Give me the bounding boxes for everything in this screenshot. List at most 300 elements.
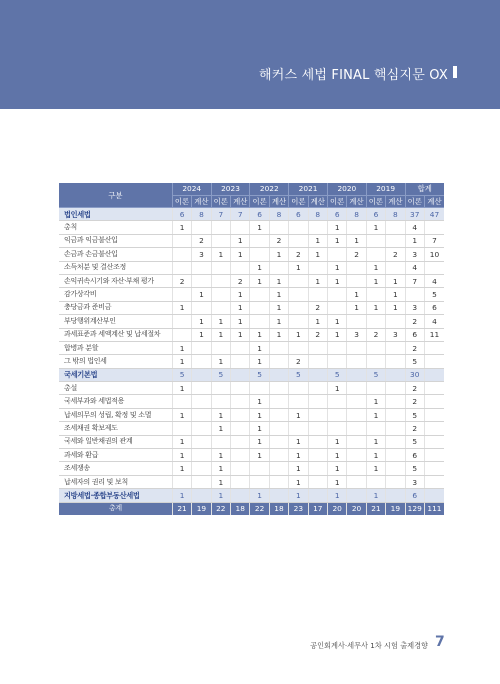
cell-value (347, 261, 366, 274)
cell-value (250, 475, 269, 488)
cell-value: 1 (211, 328, 230, 341)
cell-value: 3 (192, 248, 211, 261)
cell-value (192, 382, 211, 395)
header-year: 2020 (327, 183, 366, 195)
cell-value (211, 301, 230, 314)
table-row (59, 288, 444, 301)
header-year: 2024 (172, 183, 211, 195)
cell-value (172, 234, 191, 247)
cell-value: 1 (172, 355, 191, 368)
cell-value: 20 (347, 502, 366, 515)
cell-value (347, 449, 366, 462)
header-theory: 이론 (250, 195, 269, 208)
cell-value: 1 (366, 462, 385, 475)
cell-value (424, 341, 444, 354)
table-row (59, 382, 444, 395)
header-year: 2021 (289, 183, 328, 195)
cell-value (269, 408, 288, 421)
cell-value: 1 (172, 408, 191, 421)
cell-value: 1 (269, 301, 288, 314)
table-row (59, 221, 444, 234)
cell-value (250, 248, 269, 261)
cell-value (211, 221, 230, 234)
cell-value: 1 (250, 274, 269, 287)
cell-value: 1 (172, 221, 191, 234)
cell-value: 4 (405, 221, 424, 234)
cell-value: 2 (366, 328, 385, 341)
cell-value (308, 408, 327, 421)
cell-value: 1 (211, 489, 230, 502)
cell-value (192, 422, 211, 435)
cell-value (386, 382, 405, 395)
cell-value (192, 449, 211, 462)
cell-value (231, 489, 250, 502)
cell-value (231, 449, 250, 462)
cell-value (386, 315, 405, 328)
cell-value (308, 395, 327, 408)
table-body (59, 208, 444, 515)
table-row (59, 274, 444, 287)
cell-value: 1 (250, 395, 269, 408)
cell-value (211, 288, 230, 301)
cell-value (327, 301, 346, 314)
row-label: 조세채권 확보제도 (59, 422, 172, 435)
cell-value (347, 489, 366, 502)
cell-value (386, 261, 405, 274)
header-theory: 이론 (172, 195, 191, 208)
cell-value (366, 288, 385, 301)
cell-value: 1 (231, 248, 250, 261)
cell-value: 1 (308, 234, 327, 247)
cell-value: 7 (211, 208, 230, 221)
section-row (59, 208, 444, 221)
table-row (59, 355, 444, 368)
cell-value: 1 (327, 475, 346, 488)
cell-value: 1 (211, 315, 230, 328)
header-theory: 이론 (327, 195, 346, 208)
cell-value (386, 462, 405, 475)
table-row (59, 475, 444, 488)
cell-value: 2 (308, 301, 327, 314)
cell-value: 1 (327, 435, 346, 448)
cell-value: 1 (231, 234, 250, 247)
cell-value: 1 (172, 301, 191, 314)
row-label: 납세자의 권리 및 보칙 (59, 475, 172, 488)
cell-value (269, 355, 288, 368)
cell-value (250, 288, 269, 301)
header-calculation: 계산 (308, 195, 327, 208)
cell-value: 5 (405, 355, 424, 368)
cell-value: 1 (366, 408, 385, 421)
cell-value (308, 489, 327, 502)
cell-value (289, 382, 308, 395)
cell-value (231, 435, 250, 448)
cell-value: 1 (347, 288, 366, 301)
cell-value: 8 (308, 208, 327, 221)
cell-value (172, 248, 191, 261)
cell-value: 1 (250, 449, 269, 462)
cell-value (192, 368, 211, 381)
cell-value (192, 274, 211, 287)
cell-value (405, 288, 424, 301)
cell-value (308, 221, 327, 234)
cell-value (327, 355, 346, 368)
cell-value: 7 (405, 274, 424, 287)
cell-value: 1 (172, 435, 191, 448)
cell-value: 5 (289, 368, 308, 381)
cell-value: 5 (405, 462, 424, 475)
cell-value (327, 288, 346, 301)
cell-value: 1 (250, 489, 269, 502)
row-label: 국세와 일반채권의 관계 (59, 435, 172, 448)
header-calculation: 계산 (386, 195, 405, 208)
cell-value (386, 422, 405, 435)
cell-value: 22 (250, 502, 269, 515)
cell-value: 2 (308, 328, 327, 341)
cell-value: 1 (386, 288, 405, 301)
cell-value (366, 341, 385, 354)
table-row (59, 435, 444, 448)
cell-value: 1 (172, 489, 191, 502)
cell-value: 1 (231, 301, 250, 314)
row-label: 익금과 익금불산입 (59, 234, 172, 247)
cell-value (386, 489, 405, 502)
cell-value: 6 (250, 208, 269, 221)
cell-value: 1 (347, 301, 366, 314)
cell-value (211, 234, 230, 247)
cell-value (308, 288, 327, 301)
cell-value: 4 (424, 315, 444, 328)
cell-value: 1 (366, 301, 385, 314)
row-label: 지방세법·종합부동산세법 (59, 489, 172, 502)
cell-value: 1 (211, 248, 230, 261)
cell-value (231, 382, 250, 395)
cell-value: 111 (424, 502, 444, 515)
cell-value: 1 (211, 355, 230, 368)
cell-value: 1 (231, 315, 250, 328)
row-label: 총설 (59, 382, 172, 395)
cell-value (289, 288, 308, 301)
header-theory: 이론 (211, 195, 230, 208)
cell-value: 3 (347, 328, 366, 341)
cell-value: 5 (366, 368, 385, 381)
cell-value (327, 248, 346, 261)
cell-value: 5 (327, 368, 346, 381)
cell-value (386, 449, 405, 462)
cell-value (289, 274, 308, 287)
cell-value (308, 341, 327, 354)
cell-value: 10 (424, 248, 444, 261)
cell-value: 6 (405, 449, 424, 462)
cell-value: 1 (308, 248, 327, 261)
header-theory: 이론 (405, 195, 424, 208)
cell-value: 2 (405, 315, 424, 328)
cell-value: 1 (366, 221, 385, 234)
cell-value: 6 (289, 208, 308, 221)
cell-value (192, 408, 211, 421)
cell-value: 5 (211, 368, 230, 381)
cell-value: 19 (386, 502, 405, 515)
cell-value: 1 (327, 328, 346, 341)
section-row (59, 368, 444, 381)
cell-value: 1 (192, 315, 211, 328)
cell-value: 1 (289, 462, 308, 475)
row-label: 부당행위계산부인 (59, 315, 172, 328)
cell-value (347, 475, 366, 488)
header-total: 합계 (405, 183, 444, 195)
cell-value: 1 (172, 382, 191, 395)
section-row (59, 489, 444, 502)
cell-value: 129 (405, 502, 424, 515)
cell-value (424, 221, 444, 234)
cell-value (231, 261, 250, 274)
cell-value (308, 435, 327, 448)
cell-value (269, 422, 288, 435)
cell-value: 1 (366, 261, 385, 274)
cell-value: 8 (386, 208, 405, 221)
cell-value: 1 (269, 328, 288, 341)
cell-value: 1 (211, 462, 230, 475)
cell-value: 1 (250, 261, 269, 274)
cell-value: 1 (289, 328, 308, 341)
cell-value (211, 435, 230, 448)
cell-value (347, 355, 366, 368)
table-row (59, 248, 444, 261)
cell-value (250, 382, 269, 395)
cell-value (289, 221, 308, 234)
cell-value (347, 274, 366, 287)
cell-value: 4 (405, 261, 424, 274)
cell-value: 8 (192, 208, 211, 221)
header-accent-bar (453, 66, 457, 78)
cell-value (308, 449, 327, 462)
cell-value: 1 (211, 449, 230, 462)
cell-value (172, 315, 191, 328)
cell-value (250, 234, 269, 247)
cell-value: 1 (366, 274, 385, 287)
cell-value: 1 (327, 315, 346, 328)
cell-value (424, 435, 444, 448)
header-year: 2023 (211, 183, 250, 195)
cell-value (308, 261, 327, 274)
cell-value: 6 (424, 301, 444, 314)
cell-value: 5 (250, 368, 269, 381)
cell-value (172, 288, 191, 301)
cell-value (366, 422, 385, 435)
row-label: 충당금과 준비금 (59, 301, 172, 314)
cell-value (347, 382, 366, 395)
cell-value (308, 368, 327, 381)
cell-value: 1 (327, 449, 346, 462)
cell-value (172, 328, 191, 341)
cell-value (347, 341, 366, 354)
cell-value: 5 (424, 288, 444, 301)
table-row (59, 234, 444, 247)
cell-value: 4 (424, 274, 444, 287)
cell-value (289, 341, 308, 354)
cell-value (347, 408, 366, 421)
cell-value (308, 422, 327, 435)
row-label: 손익귀속시기와 자산·부채 평가 (59, 274, 172, 287)
cell-value: 1 (327, 274, 346, 287)
row-label: 합병과 분할 (59, 341, 172, 354)
header-calculation: 계산 (347, 195, 366, 208)
cell-value (386, 368, 405, 381)
header-year: 2022 (250, 183, 289, 195)
cell-value: 3 (386, 328, 405, 341)
cell-value (327, 395, 346, 408)
cell-value (250, 301, 269, 314)
cell-value: 1 (289, 475, 308, 488)
cell-value: 20 (327, 502, 346, 515)
cell-value: 1 (211, 408, 230, 421)
header-category: 구분 (59, 183, 172, 208)
cell-value (366, 475, 385, 488)
row-label: 소득처분 및 결산조정 (59, 261, 172, 274)
table-row (59, 315, 444, 328)
cell-value: 1 (289, 489, 308, 502)
cell-value (347, 315, 366, 328)
cell-value: 2 (386, 248, 405, 261)
cell-value: 17 (308, 502, 327, 515)
cell-value (327, 408, 346, 421)
cell-value: 5 (405, 435, 424, 448)
cell-value: 1 (269, 248, 288, 261)
cell-value (192, 355, 211, 368)
cell-value: 1 (250, 355, 269, 368)
cell-value: 1 (308, 315, 327, 328)
cell-value (231, 395, 250, 408)
cell-value (269, 368, 288, 381)
cell-value (231, 422, 250, 435)
cell-value (269, 341, 288, 354)
cell-value (211, 382, 230, 395)
cell-value: 2 (192, 234, 211, 247)
cell-value: 1 (366, 435, 385, 448)
cell-value: 2 (172, 274, 191, 287)
table-row (59, 449, 444, 462)
cell-value (347, 422, 366, 435)
cell-value: 2 (269, 234, 288, 247)
table-row (59, 462, 444, 475)
cell-value (211, 341, 230, 354)
cell-value: 1 (327, 489, 346, 502)
cell-value (386, 475, 405, 488)
header-band (0, 0, 500, 109)
cell-value (269, 462, 288, 475)
total-row (59, 502, 444, 515)
row-label: 그 밖의 법인세 (59, 355, 172, 368)
cell-value (231, 408, 250, 421)
table-row (59, 408, 444, 421)
cell-value (347, 462, 366, 475)
cell-value (386, 408, 405, 421)
cell-value (386, 234, 405, 247)
cell-value: 1 (386, 301, 405, 314)
cell-value: 21 (366, 502, 385, 515)
cell-value (192, 261, 211, 274)
row-label: 국세기본법 (59, 368, 172, 381)
cell-value (327, 422, 346, 435)
cell-value (347, 435, 366, 448)
cell-value: 1 (211, 422, 230, 435)
page-number: 7 (435, 634, 445, 650)
cell-value: 19 (192, 502, 211, 515)
cell-value (424, 382, 444, 395)
cell-value: 8 (269, 208, 288, 221)
header-calculation: 계산 (424, 195, 444, 208)
cell-value: 1 (289, 261, 308, 274)
cell-value: 1 (172, 449, 191, 462)
cell-value: 47 (424, 208, 444, 221)
cell-value (192, 301, 211, 314)
header-theory: 이론 (289, 195, 308, 208)
cell-value: 11 (424, 328, 444, 341)
cell-value: 1 (192, 288, 211, 301)
cell-value: 8 (347, 208, 366, 221)
cell-value: 2 (289, 355, 308, 368)
header-calculation: 계산 (192, 195, 211, 208)
header-calculation: 계산 (231, 195, 250, 208)
cell-value: 7 (231, 208, 250, 221)
cell-value: 6 (405, 489, 424, 502)
page-header-title: 해커스 세법 FINAL 핵심지문 OX (258, 68, 448, 83)
cell-value: 1 (250, 422, 269, 435)
table-row (59, 261, 444, 274)
row-label: 납세의무의 성립, 확정 및 소멸 (59, 408, 172, 421)
header-theory: 이론 (366, 195, 385, 208)
cell-value: 1 (289, 435, 308, 448)
cell-value (386, 221, 405, 234)
cell-value (269, 489, 288, 502)
cell-value: 2 (289, 248, 308, 261)
cell-value: 2 (231, 274, 250, 287)
cell-value: 1 (269, 288, 288, 301)
cell-value: 2 (405, 422, 424, 435)
cell-value (231, 221, 250, 234)
cell-value: 1 (386, 274, 405, 287)
cell-value: 1 (366, 395, 385, 408)
exam-trend-table (59, 183, 444, 515)
cell-value (289, 234, 308, 247)
cell-value (347, 221, 366, 234)
cell-value: 5 (172, 368, 191, 381)
cell-value (192, 475, 211, 488)
cell-value: 1 (172, 341, 191, 354)
cell-value (424, 422, 444, 435)
cell-value (231, 341, 250, 354)
cell-value (366, 315, 385, 328)
cell-value (211, 261, 230, 274)
cell-value: 3 (405, 475, 424, 488)
table-row (59, 395, 444, 408)
cell-value: 6 (327, 208, 346, 221)
cell-value: 1 (231, 328, 250, 341)
cell-value (424, 261, 444, 274)
cell-value: 2 (405, 382, 424, 395)
table-row (59, 341, 444, 354)
row-label: 법인세법 (59, 208, 172, 221)
cell-value (192, 395, 211, 408)
cell-value: 1 (308, 274, 327, 287)
cell-value (308, 462, 327, 475)
row-label: 과세표준과 세액계산 및 납세절차 (59, 328, 172, 341)
cell-value: 1 (250, 408, 269, 421)
cell-value: 7 (424, 234, 444, 247)
row-label: 총칙 (59, 221, 172, 234)
cell-value (231, 462, 250, 475)
footer-caption: 공인회계사·세무사 1차 시험 출제경향 (310, 641, 428, 650)
